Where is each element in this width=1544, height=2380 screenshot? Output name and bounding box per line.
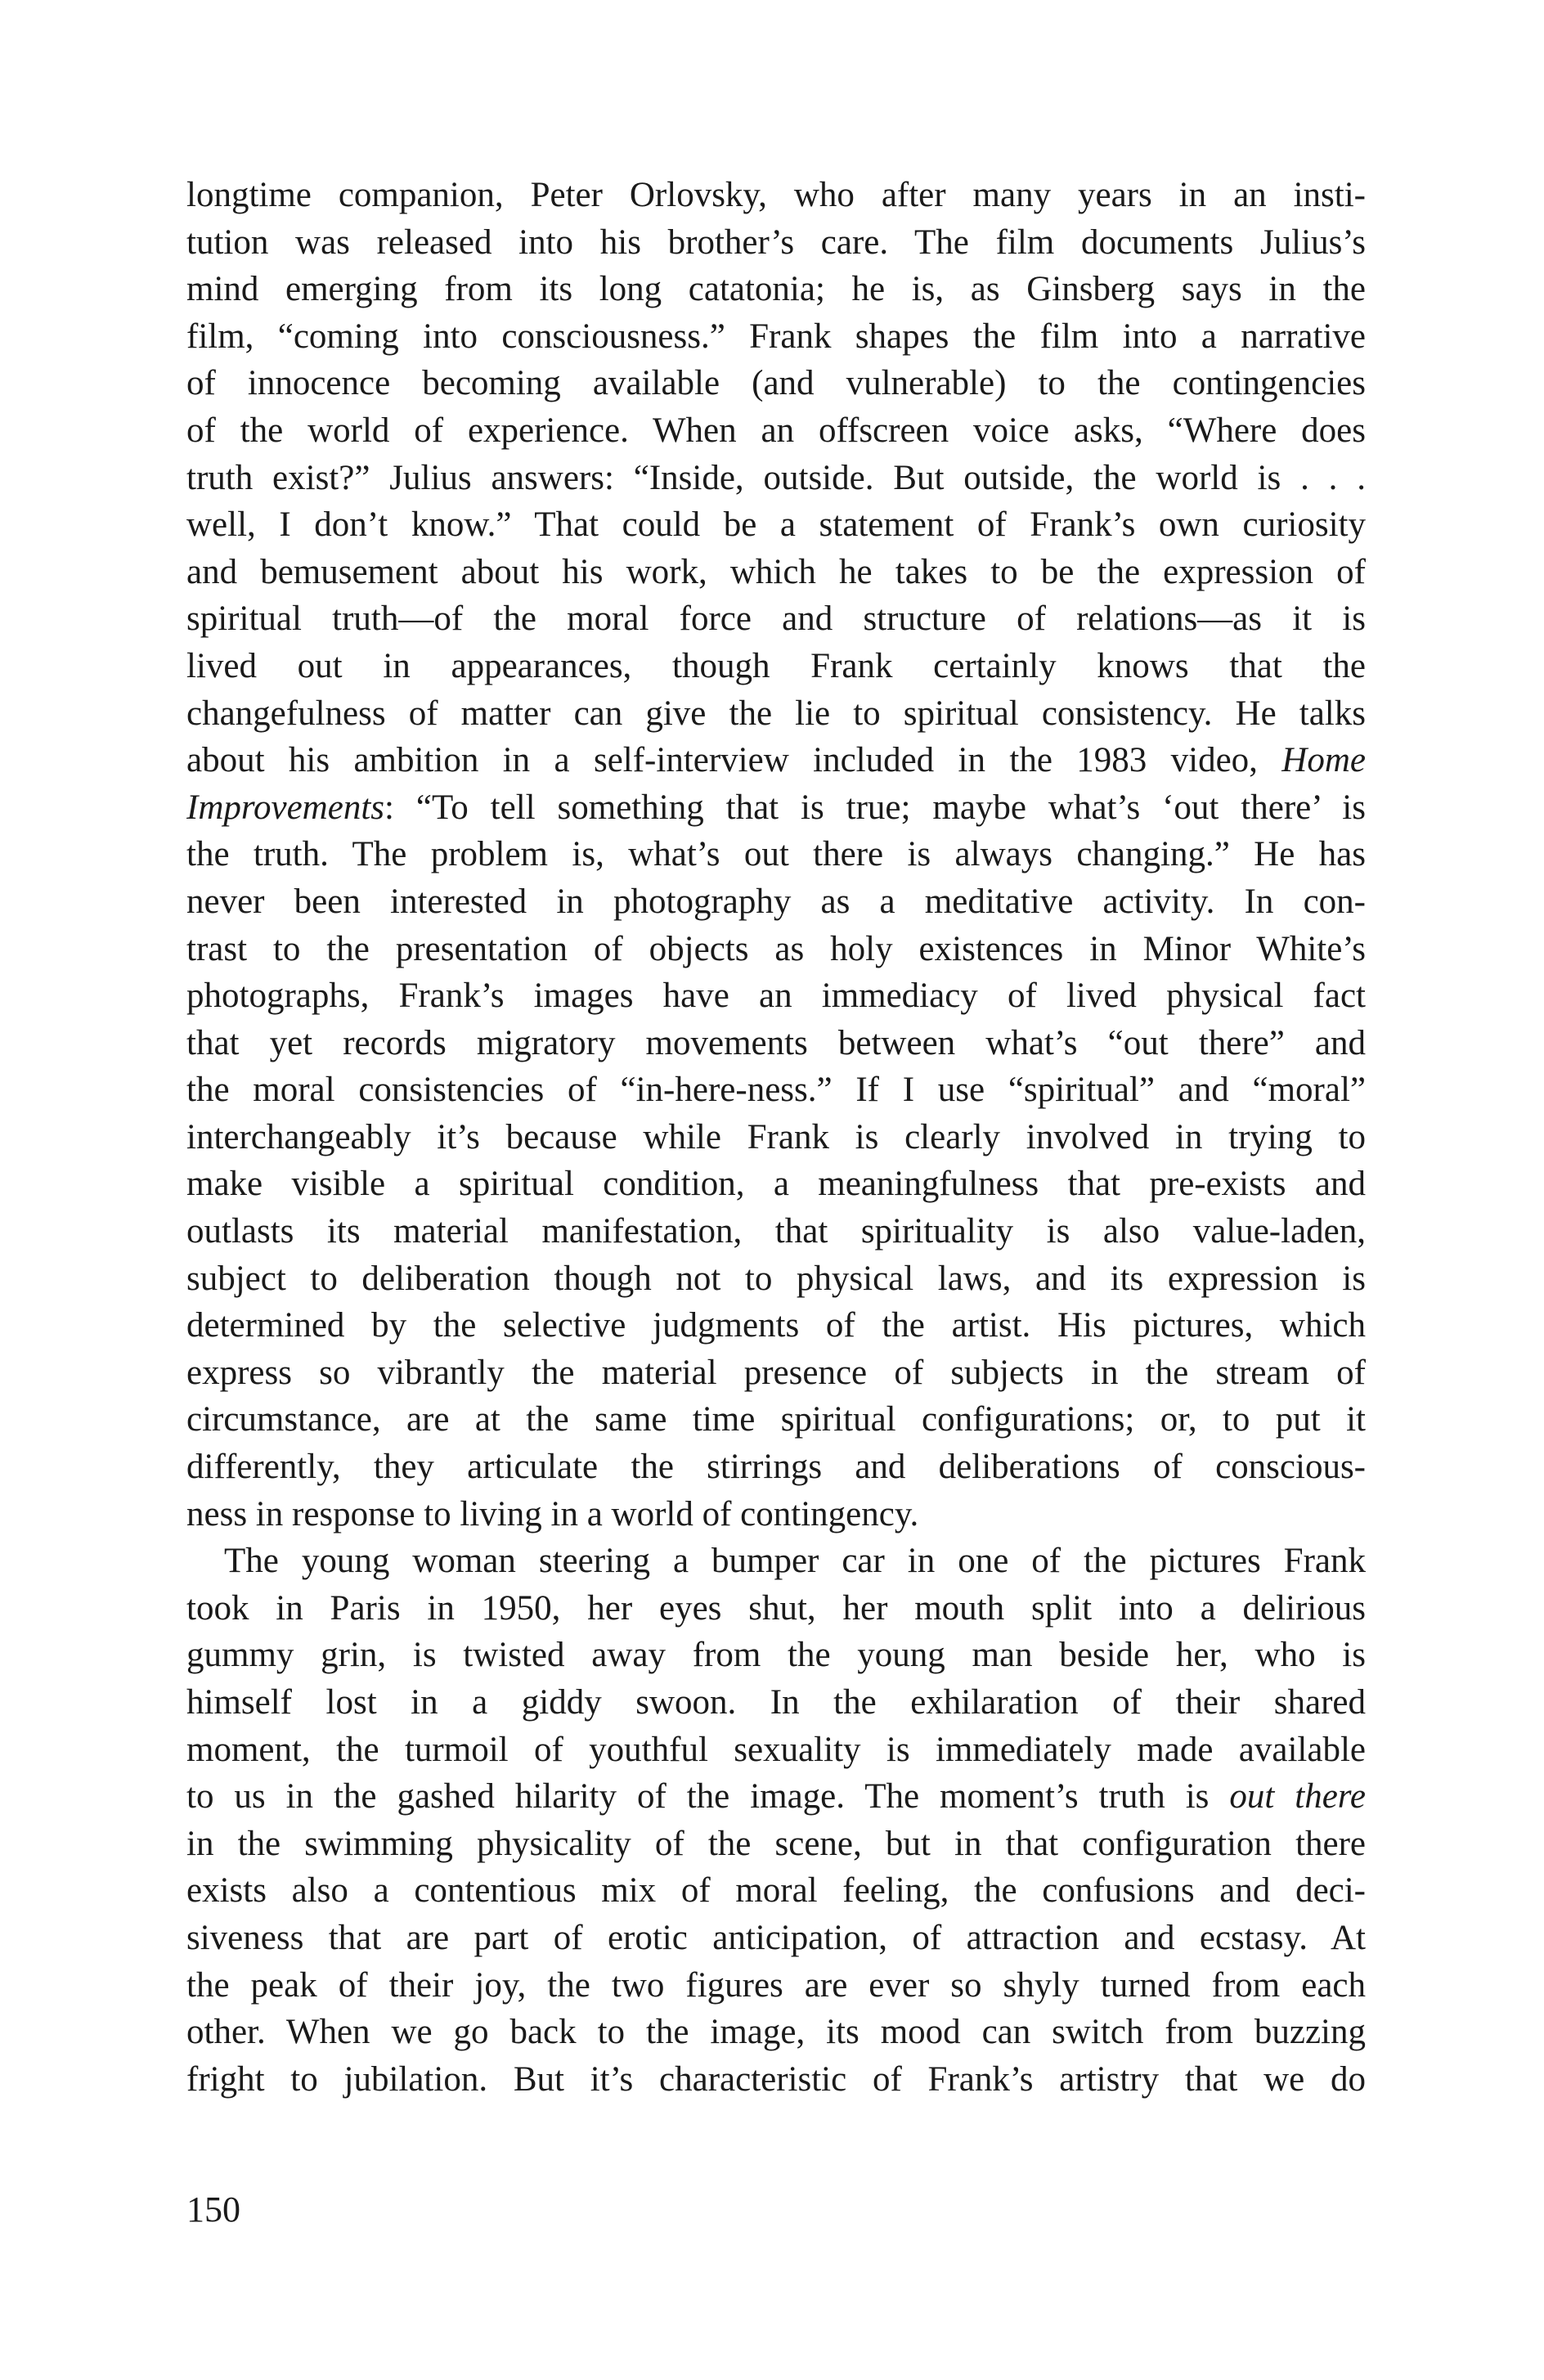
text-line: photographs, Frank’s images have an immediacy of lived physical fact: [186, 977, 1366, 1016]
text-line: well, I don’t know.” That could be a statement of Frank’s own curiosity: [186, 505, 1366, 545]
text-line: trast to the presentation of objects as holy existences in Minor White’s: [186, 929, 1366, 968]
body-text: [186, 172, 1366, 2103]
text-line: film, “coming into consciousness.” Frank shapes the film into a narrative: [186, 317, 1366, 356]
text-line: tution was released into his brother’s care. The film documents Julius’s: [186, 222, 1366, 262]
text-line: moment, the turmoil of youthful sexuality is immediately made available: [186, 1730, 1366, 1769]
text-line: circumstance, are at the same time spiritual configurations; or, to put it: [186, 1400, 1366, 1439]
text-line: about his ambition in a self-interview included in the 1983 video, Home: [186, 741, 1366, 780]
text-line: fright to jubilation. But it’s characteristic of Frank’s artistry that we do: [186, 2059, 1366, 2099]
text-line: never been interested in photography as a meditative activity. In con-: [186, 882, 1366, 921]
text-line: the moral consistencies of “in-here-ness.” If I use “spiritual” and “moral”: [186, 1071, 1366, 1110]
text-line: longtime companion, Peter Orlovsky, who after many years in an insti-: [186, 176, 1366, 214]
text-line: make visible a spiritual condition, a meaningfulness that pre-exists and: [186, 1165, 1366, 1204]
text-line: Improvements: “To tell something that is true; maybe what’s ‘out there’ is: [186, 788, 1366, 827]
text-line: changefulness of matter can give the lie to spiritual consistency. He talks: [186, 694, 1366, 733]
text-line: siveness that are part of erotic anticipation, of attraction and ecstasy. At: [186, 1918, 1366, 1957]
text-line: subject to deliberation though not to physical laws, and its expression is: [186, 1259, 1366, 1298]
text-line: the truth. The problem is, what’s out there is always changing.” He has: [186, 835, 1366, 874]
text-line: other. When we go back to the image, its mood can switch from buzzing: [186, 2013, 1366, 2052]
text-line: ness in response to living in a world of contingency.: [186, 1494, 919, 1534]
text-line: of the world of experience. When an offscreen voice asks, “Where does: [186, 411, 1366, 450]
page-number: 150: [186, 2189, 240, 2230]
text-line: gummy grin, is twisted away from the young man beside her, who is: [186, 1636, 1366, 1675]
text-line: exists also a contentious mix of moral feeling, the confusions and deci-: [186, 1871, 1366, 1911]
text-line: that yet records migratory movements between what’s “out there” and: [186, 1023, 1366, 1062]
text-line: spiritual truth—of the moral force and structure of relations—as it is: [186, 599, 1366, 639]
text-line: took in Paris in 1950, her eyes shut, her mouth split into a delirious: [186, 1588, 1366, 1628]
text-line: to us in the gashed hilarity of the image. The moment’s truth is out there: [186, 1777, 1366, 1816]
text-line: in the swimming physicality of the scene, but in that configuration there: [186, 1824, 1366, 1863]
text-line: mind emerging from its long catatonia; he is, as Ginsberg says in the: [186, 270, 1366, 309]
text-line: differently, they articulate the stirrings and deliberations of conscious-: [186, 1448, 1366, 1487]
text-line: determined by the selective judgments of the artist. His pictures, which: [186, 1306, 1366, 1345]
text-line: truth exist?” Julius answers: “Inside, outside. But outside, the world is . . .: [186, 458, 1366, 497]
text-line: and bemusement about his work, which he takes to be the expression of: [186, 552, 1366, 591]
text-line: lived out in appearances, though Frank certainly knows that the: [186, 646, 1366, 685]
text-line: outlasts its material manifestation, that spirituality is also value-laden,: [186, 1212, 1366, 1251]
text-line: interchangeably it’s because while Frank is clearly involved in trying to: [186, 1117, 1366, 1156]
text-line: himself lost in a giddy swoon. In the exhilaration of their shared: [186, 1683, 1366, 1722]
text-line: express so vibrantly the material presence of subjects in the stream of: [186, 1353, 1366, 1392]
text-line: the peak of their joy, the two figures are ever so shyly turned from each: [186, 1965, 1366, 2005]
paragraph: [186, 172, 1366, 1538]
paragraph: [186, 1538, 1366, 2103]
text-line: of innocence becoming available (and vulnerable) to the contingencies: [186, 364, 1366, 403]
text-line: The young woman steering a bumper car in one of the pictures Frank: [224, 1542, 1366, 1581]
